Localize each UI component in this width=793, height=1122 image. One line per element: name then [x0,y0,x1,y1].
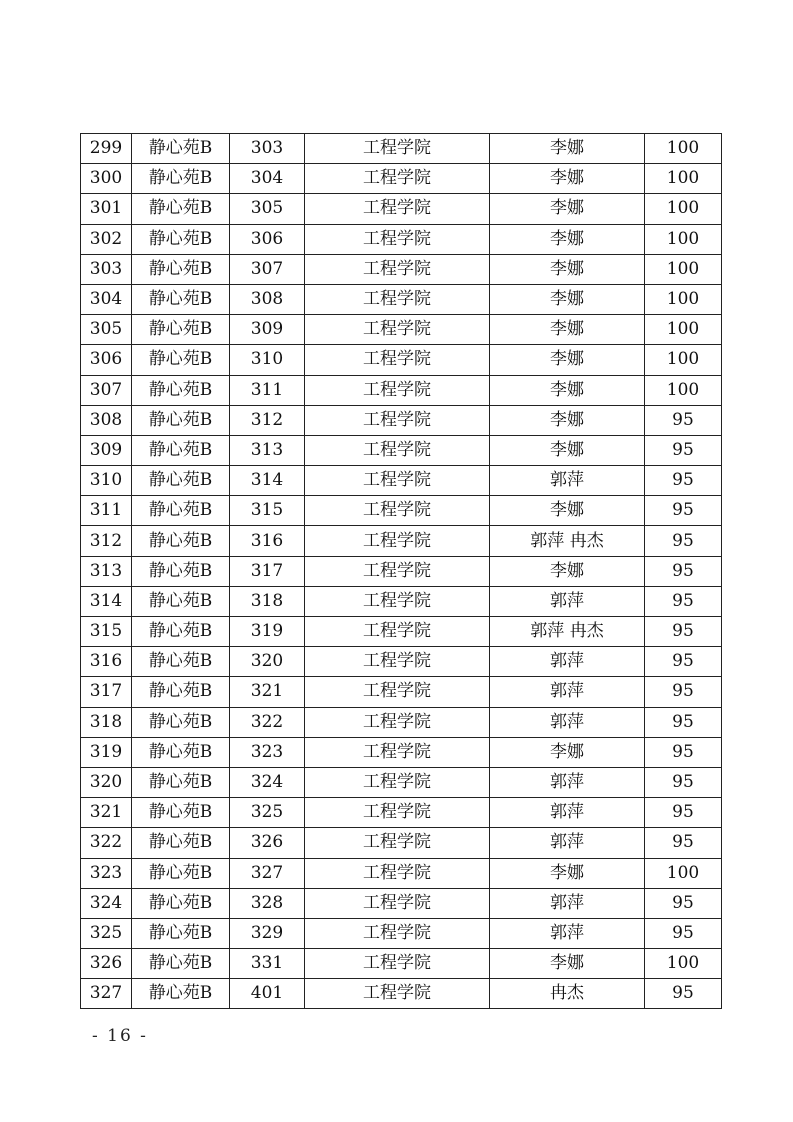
table-row [81,284,722,314]
college-cell: 工程学院 [305,284,490,314]
college-cell: 工程学院 [305,798,490,828]
inspector-cell: 郭萍 [490,647,645,677]
row-number-cell: 302 [81,224,132,254]
inspector-cell: 郭萍 [490,707,645,737]
inspector-cell: 李娜 [490,496,645,526]
score-cell: 95 [645,466,722,496]
table-body [81,134,722,1009]
score-cell: 95 [645,647,722,677]
building-cell: 静心苑B [132,496,230,526]
table-row [81,405,722,435]
room-number-cell: 401 [230,979,305,1009]
building-cell: 静心苑B [132,254,230,284]
row-number-cell: 310 [81,466,132,496]
room-number-cell: 310 [230,345,305,375]
room-number-cell: 304 [230,164,305,194]
table-row [81,707,722,737]
row-number-cell: 312 [81,526,132,556]
table-row [81,767,722,797]
score-cell: 100 [645,224,722,254]
inspector-cell: 冉杰 [490,979,645,1009]
inspector-cell: 郭萍 冉杰 [490,617,645,647]
college-cell: 工程学院 [305,767,490,797]
row-number-cell: 326 [81,949,132,979]
row-number-cell: 327 [81,979,132,1009]
college-cell: 工程学院 [305,435,490,465]
row-number-cell: 309 [81,435,132,465]
building-cell: 静心苑B [132,224,230,254]
table-row [81,556,722,586]
table-row [81,345,722,375]
table-row [81,677,722,707]
building-cell: 静心苑B [132,466,230,496]
room-number-cell: 311 [230,375,305,405]
building-cell: 静心苑B [132,707,230,737]
inspector-cell: 李娜 [490,315,645,345]
page-number: - 16 - [92,1026,148,1046]
college-cell: 工程学院 [305,556,490,586]
table-row [81,496,722,526]
score-cell: 95 [645,496,722,526]
score-cell: 95 [645,677,722,707]
inspector-cell: 李娜 [490,737,645,767]
room-number-cell: 306 [230,224,305,254]
score-cell: 95 [645,707,722,737]
room-number-cell: 328 [230,888,305,918]
building-cell: 静心苑B [132,828,230,858]
table-row [81,979,722,1009]
college-cell: 工程学院 [305,677,490,707]
college-cell: 工程学院 [305,888,490,918]
building-cell: 静心苑B [132,737,230,767]
room-number-cell: 312 [230,405,305,435]
room-number-cell: 322 [230,707,305,737]
row-number-cell: 317 [81,677,132,707]
inspector-cell: 郭萍 [490,677,645,707]
score-cell: 95 [645,888,722,918]
college-cell: 工程学院 [305,828,490,858]
row-number-cell: 301 [81,194,132,224]
room-number-cell: 319 [230,617,305,647]
room-number-cell: 315 [230,496,305,526]
inspector-cell: 李娜 [490,345,645,375]
college-cell: 工程学院 [305,979,490,1009]
score-cell: 100 [645,375,722,405]
row-number-cell: 300 [81,164,132,194]
inspector-cell: 李娜 [490,949,645,979]
room-number-cell: 313 [230,435,305,465]
building-cell: 静心苑B [132,315,230,345]
college-cell: 工程学院 [305,466,490,496]
building-cell: 静心苑B [132,858,230,888]
row-number-cell: 305 [81,315,132,345]
building-cell: 静心苑B [132,345,230,375]
inspector-cell: 李娜 [490,435,645,465]
room-number-cell: 324 [230,767,305,797]
row-number-cell: 322 [81,828,132,858]
score-cell: 100 [645,134,722,164]
inspector-cell: 郭萍 [490,828,645,858]
score-cell: 100 [645,164,722,194]
row-number-cell: 320 [81,767,132,797]
room-number-cell: 323 [230,737,305,767]
room-number-cell: 314 [230,466,305,496]
table-row [81,134,722,164]
row-number-cell: 304 [81,284,132,314]
inspector-cell: 李娜 [490,134,645,164]
college-cell: 工程学院 [305,345,490,375]
score-cell: 95 [645,737,722,767]
building-cell: 静心苑B [132,767,230,797]
row-number-cell: 315 [81,617,132,647]
building-cell: 静心苑B [132,677,230,707]
table-row [81,828,722,858]
building-cell: 静心苑B [132,405,230,435]
table-row [81,798,722,828]
inspector-cell: 李娜 [490,254,645,284]
table-row [81,737,722,767]
table-row [81,164,722,194]
score-cell: 95 [645,617,722,647]
college-cell: 工程学院 [305,254,490,284]
table-row [81,315,722,345]
score-cell: 95 [645,798,722,828]
row-number-cell: 308 [81,405,132,435]
inspector-cell: 郭萍 [490,918,645,948]
college-cell: 工程学院 [305,526,490,556]
row-number-cell: 316 [81,647,132,677]
row-number-cell: 311 [81,496,132,526]
building-cell: 静心苑B [132,164,230,194]
table-row [81,466,722,496]
building-cell: 静心苑B [132,949,230,979]
inspector-cell: 李娜 [490,284,645,314]
college-cell: 工程学院 [305,315,490,345]
building-cell: 静心苑B [132,556,230,586]
college-cell: 工程学院 [305,164,490,194]
building-cell: 静心苑B [132,918,230,948]
room-number-cell: 318 [230,586,305,616]
table-row [81,435,722,465]
room-number-cell: 317 [230,556,305,586]
college-cell: 工程学院 [305,496,490,526]
row-number-cell: 299 [81,134,132,164]
room-number-cell: 303 [230,134,305,164]
score-cell: 95 [645,435,722,465]
building-cell: 静心苑B [132,979,230,1009]
room-number-cell: 326 [230,828,305,858]
college-cell: 工程学院 [305,224,490,254]
dormitory-score-table-container [80,133,715,1009]
score-cell: 95 [645,979,722,1009]
college-cell: 工程学院 [305,707,490,737]
table-row [81,647,722,677]
building-cell: 静心苑B [132,284,230,314]
inspector-cell: 郭萍 [490,767,645,797]
inspector-cell: 郭萍 [490,586,645,616]
row-number-cell: 314 [81,586,132,616]
score-cell: 95 [645,586,722,616]
room-number-cell: 305 [230,194,305,224]
table-row [81,526,722,556]
inspector-cell: 郭萍 [490,466,645,496]
college-cell: 工程学院 [305,375,490,405]
inspector-cell: 李娜 [490,194,645,224]
row-number-cell: 321 [81,798,132,828]
building-cell: 静心苑B [132,888,230,918]
table-row [81,375,722,405]
college-cell: 工程学院 [305,134,490,164]
inspector-cell: 郭萍 [490,798,645,828]
row-number-cell: 307 [81,375,132,405]
inspector-cell: 李娜 [490,375,645,405]
table-row [81,858,722,888]
row-number-cell: 306 [81,345,132,375]
table-row [81,586,722,616]
table-row [81,254,722,284]
inspector-cell: 李娜 [490,224,645,254]
college-cell: 工程学院 [305,617,490,647]
score-cell: 95 [645,918,722,948]
row-number-cell: 318 [81,707,132,737]
score-cell: 100 [645,194,722,224]
building-cell: 静心苑B [132,647,230,677]
building-cell: 静心苑B [132,586,230,616]
table-row [81,194,722,224]
college-cell: 工程学院 [305,737,490,767]
building-cell: 静心苑B [132,617,230,647]
college-cell: 工程学院 [305,858,490,888]
score-cell: 100 [645,254,722,284]
inspector-cell: 李娜 [490,405,645,435]
table-row [81,224,722,254]
inspector-cell: 郭萍 [490,888,645,918]
table-row [81,888,722,918]
room-number-cell: 309 [230,315,305,345]
room-number-cell: 320 [230,647,305,677]
score-cell: 95 [645,828,722,858]
score-cell: 100 [645,858,722,888]
row-number-cell: 303 [81,254,132,284]
row-number-cell: 319 [81,737,132,767]
building-cell: 静心苑B [132,435,230,465]
room-number-cell: 321 [230,677,305,707]
score-cell: 100 [645,315,722,345]
score-cell: 95 [645,405,722,435]
room-number-cell: 331 [230,949,305,979]
inspector-cell: 李娜 [490,858,645,888]
building-cell: 静心苑B [132,375,230,405]
building-cell: 静心苑B [132,194,230,224]
row-number-cell: 325 [81,918,132,948]
building-cell: 静心苑B [132,526,230,556]
inspector-cell: 郭萍 冉杰 [490,526,645,556]
building-cell: 静心苑B [132,798,230,828]
score-cell: 95 [645,556,722,586]
table-row [81,949,722,979]
college-cell: 工程学院 [305,194,490,224]
table-row [81,918,722,948]
score-cell: 95 [645,526,722,556]
college-cell: 工程学院 [305,647,490,677]
room-number-cell: 307 [230,254,305,284]
score-cell: 100 [645,949,722,979]
room-number-cell: 316 [230,526,305,556]
room-number-cell: 308 [230,284,305,314]
score-cell: 95 [645,767,722,797]
college-cell: 工程学院 [305,586,490,616]
room-number-cell: 327 [230,858,305,888]
building-cell: 静心苑B [132,134,230,164]
score-cell: 100 [645,345,722,375]
room-number-cell: 329 [230,918,305,948]
inspector-cell: 李娜 [490,164,645,194]
college-cell: 工程学院 [305,949,490,979]
room-number-cell: 325 [230,798,305,828]
college-cell: 工程学院 [305,918,490,948]
college-cell: 工程学院 [305,405,490,435]
row-number-cell: 324 [81,888,132,918]
row-number-cell: 313 [81,556,132,586]
row-number-cell: 323 [81,858,132,888]
score-cell: 100 [645,284,722,314]
dormitory-score-table [80,133,722,1009]
inspector-cell: 李娜 [490,556,645,586]
table-row [81,617,722,647]
